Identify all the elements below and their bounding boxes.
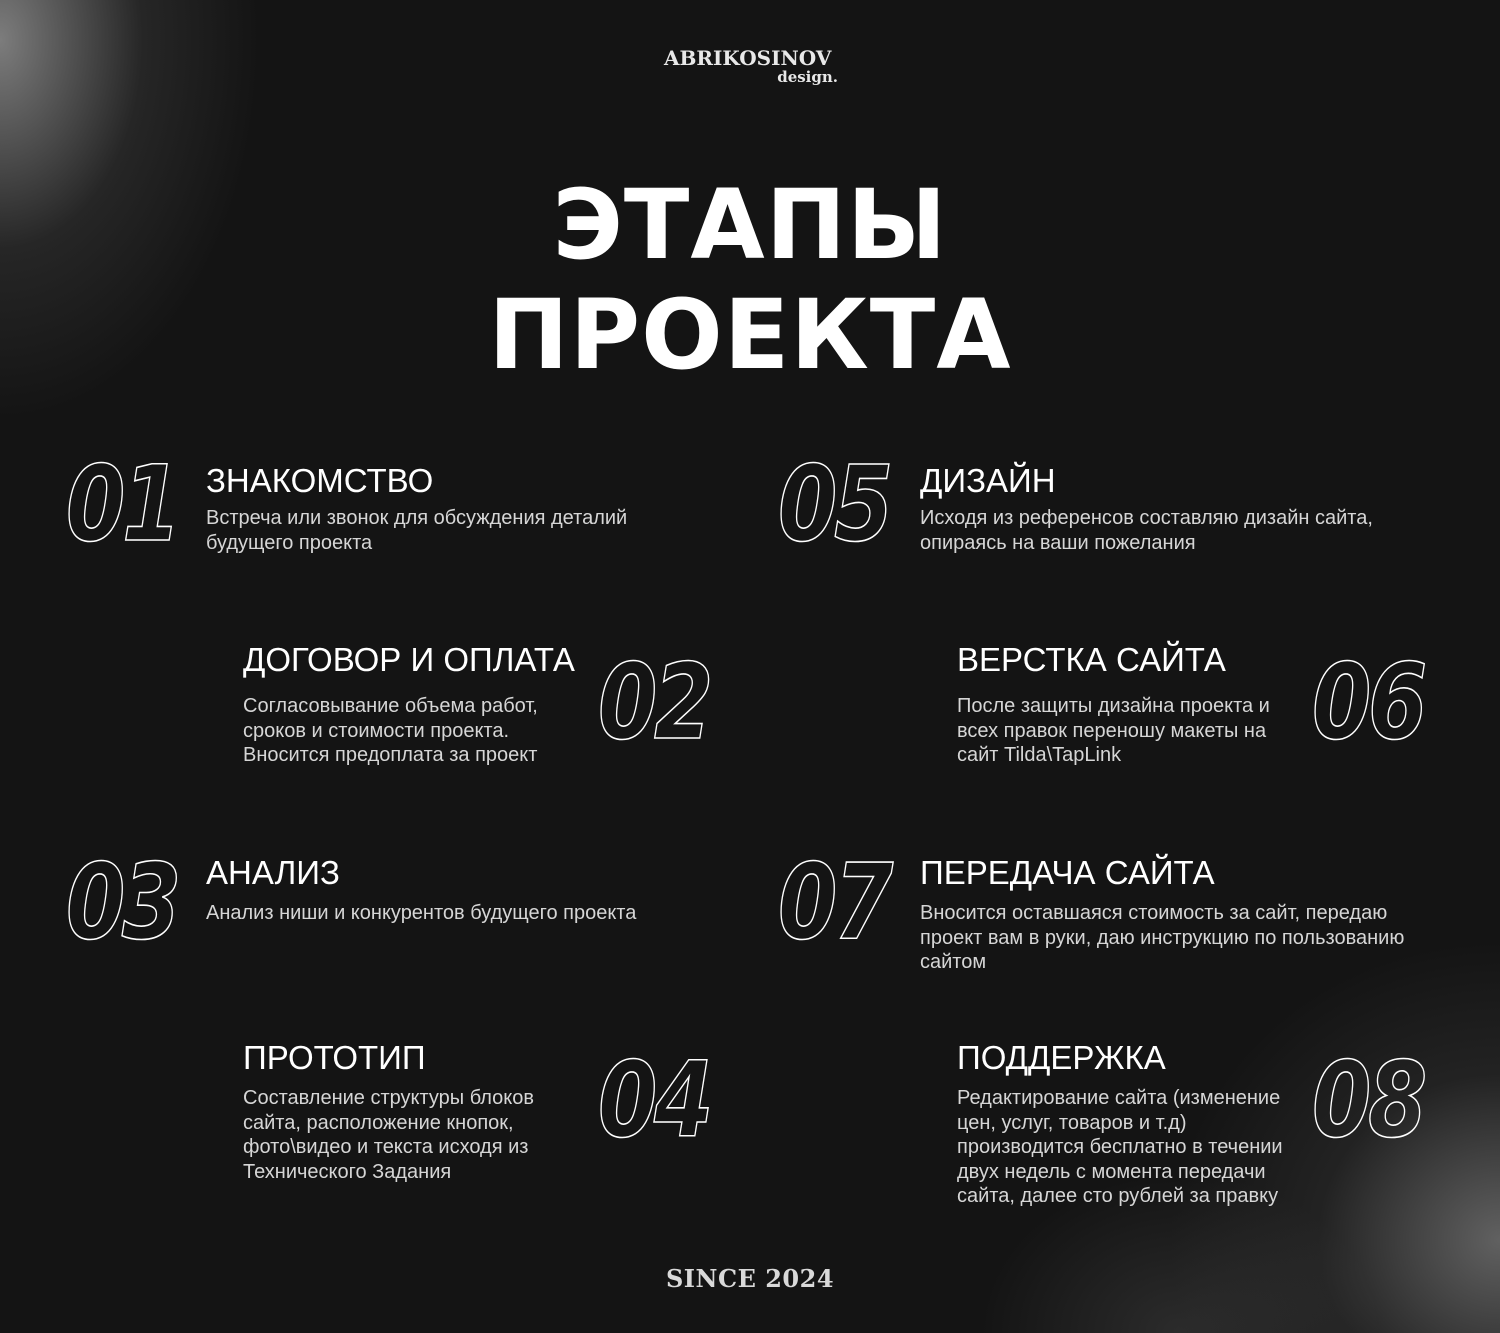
brand-name: ABRIKOSINOV (664, 46, 832, 70)
page-title (0, 170, 1500, 390)
step-title: ДИЗАЙН (920, 462, 1056, 499)
step-number: 01 (66, 443, 179, 565)
step-title: ВЕРСТКА САЙТА (957, 641, 1226, 678)
step-description: Согласовывание объема работ, сроков и стоимости проекта. Вносится предоплата за проект (243, 695, 538, 766)
since-label: SINCE 2024 (665, 1264, 835, 1293)
page-title-line-2: ПРОЕКТА (488, 279, 1012, 391)
step-title: ДОГОВОР И ОПЛАТА (243, 641, 575, 678)
step-description: Вносится оставшаяся стоимость за сайт, передаю проект вам в руки, даю инструкцию по пользованию сайтом (920, 902, 1405, 973)
step-title: ПОДДЕРЖКА (957, 1039, 1166, 1076)
step-title: ЗНАКОМСТВО (206, 462, 434, 499)
step-number: 03 (66, 841, 179, 963)
step-number: 05 (778, 443, 891, 565)
step-number: 08 (1312, 1039, 1425, 1161)
page-title-line-1: ЭТАПЫ (552, 169, 948, 281)
step-title: ПЕРЕДАЧА САЙТА (920, 854, 1215, 891)
step-number: 02 (598, 641, 711, 763)
step-number: 06 (1312, 641, 1425, 763)
step-description: Анализ ниши и конкурентов будущего проекта (206, 902, 637, 924)
step-description: Встреча или звонок для обсуждения деталий будущего проекта (206, 507, 628, 554)
step-description: Исходя из референсов составляю дизайн сайта, опираясь на ваши пожелания (920, 507, 1373, 554)
step-number: 04 (598, 1039, 711, 1161)
step-description: Редактирование сайта (изменение цен, услуг, товаров и т.д) производится бесплатно в течении двух недель с момента передачи сайта, далее сто рублей за правку (957, 1087, 1283, 1207)
step-number: 07 (778, 841, 891, 963)
brand-subtitle: design. (777, 68, 838, 86)
step-title: АНАЛИЗ (206, 854, 340, 891)
step-description: Составление структуры блоков сайта, расположение кнопок, фото\видео и текста исходя из Технического Задания (243, 1087, 535, 1183)
step-title: ПРОТОТИП (243, 1039, 426, 1076)
brand-logo (664, 48, 840, 85)
step-description: После защиты дизайна проекта и всех правок переношу макеты на сайт Tilda\TapLink (957, 695, 1270, 766)
